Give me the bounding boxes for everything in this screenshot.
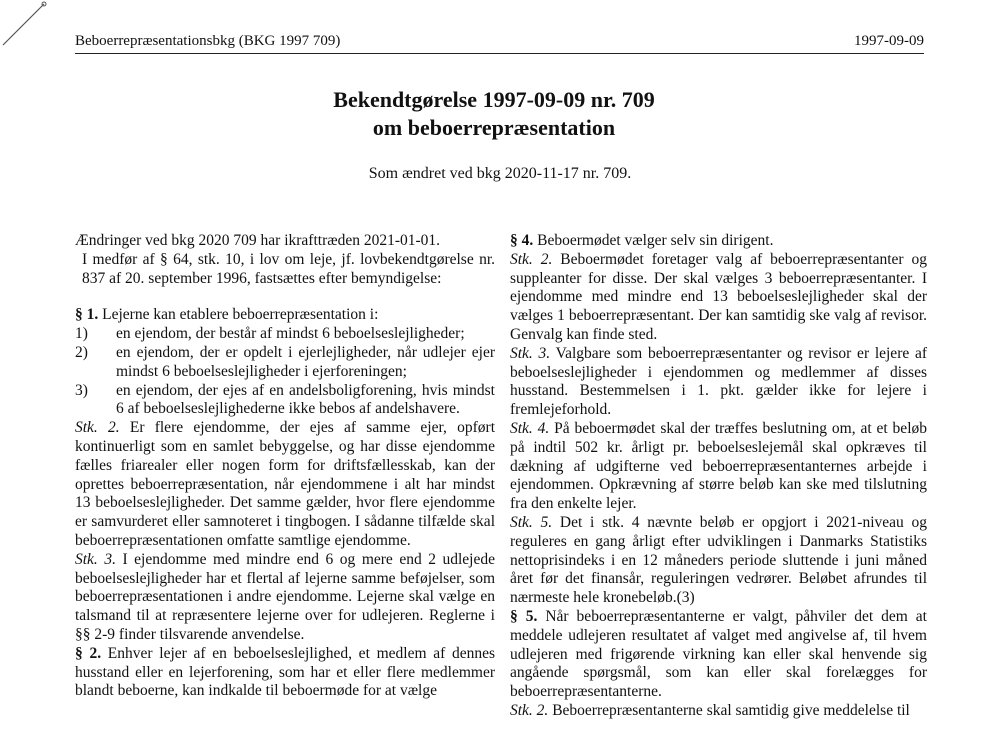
stk-text: Beboermødet foretager valg af beboerrepræsentanter og suppleanter for disse. Der skal vælges 3 beboerrepræsentanter. I ejendomme med mindre end 13 beboelseslejligheder skal der vælges 1 beboerrepræsentant. Der kan samtidig ske valg af revisor. Genvalg kan finde sted. bbox=[510, 250, 927, 343]
section-1-text: Lejerne kan etablere beboerrepræsentation i: bbox=[98, 306, 379, 324]
left-column bbox=[75, 232, 495, 701]
stk-label: Stk. 5. bbox=[510, 513, 553, 531]
document-subtitle-title: om beboerrepræsentation bbox=[372, 115, 616, 140]
section-5-number: § 5. bbox=[510, 607, 538, 625]
stk-label: Stk. 3. bbox=[75, 550, 116, 568]
stk-label: Stk. 4. bbox=[510, 419, 550, 437]
section-1-subsection-3 bbox=[75, 551, 495, 645]
section-5-subsection-2 bbox=[510, 702, 927, 721]
header-date: 1997-09-09 bbox=[854, 33, 924, 49]
section-1-number: § 1. bbox=[75, 306, 99, 324]
section-4-subsection-2 bbox=[510, 251, 927, 345]
section-5-text: Når beboerrepræsentanterne er valgt, påhviler det dem at meddele udlejeren resultatet af valget med angivelse af, til hvem udlejeren med frigørende virkning kan eller skal henvende sig angående spørgsmål, som kan eller skal forelægges for beboerrepræsentanterne. bbox=[510, 607, 927, 701]
list-item bbox=[75, 382, 495, 420]
list-item-number: 2) bbox=[75, 343, 88, 361]
stk-label: Stk. 3. bbox=[510, 344, 551, 362]
section-2-number: § 2. bbox=[75, 644, 102, 662]
running-header bbox=[75, 33, 924, 54]
list-item bbox=[75, 344, 495, 382]
amendment-note: Som ændret ved bkg 2020-11-17 nr. 709. bbox=[368, 165, 632, 182]
amendment-effective-note: Ændringer ved bkg 2020 709 har ikrafttræden 2021-01-01. bbox=[75, 232, 441, 249]
stk-text: I ejendomme med mindre end 6 og mere end 2 udlejede beboelseslejligheder har et flertal af lejerne samme beføjelser, som beboerrepræsentationen i andre ejendomme. Lejerne skal vælge en talsmand til at repræsentere lejerne over for udlejeren. Reglerne i §§ 2-9 finder tilsvarende anvendelse. bbox=[75, 550, 495, 643]
section-4-text: Beboermødet vælger selv sin dirigent. bbox=[533, 232, 774, 249]
section-1 bbox=[75, 306, 495, 325]
stk-text: Valgbare som beboerrepræsentanter og revisor er lejere af beboelseslejligheder i ejendommen og medlemmer af disses husstand. Bestemmelsen i 1. pkt. gælder ikke for lejere i fremlejeforhold. bbox=[510, 344, 927, 419]
section-4-subsection-4 bbox=[510, 420, 927, 514]
stk-label: Stk. 2. bbox=[510, 701, 549, 719]
header-document-name: Beboerrepræsentationsbkg (BKG 1997 709) bbox=[75, 33, 341, 49]
section-4-number: § 4. bbox=[510, 232, 534, 249]
pen-stroke-mark bbox=[0, 0, 60, 60]
stk-text: Det i stk. 4 nævnte beløb er opgjort i 2021-niveau og reguleres en gang årligt efter udviklingen i Danmarks Statistiks nettoprisindeks i en 12 måneders periode sluttende i juni måned året før det finansår, reguleringen vedrører. Beløbet afrundes til nærmeste hele kronebeløb.(3) bbox=[510, 513, 928, 607]
section-4-subsection-5 bbox=[510, 514, 927, 608]
list-item-text: en ejendom, der består af mindst 6 beboelseslejligheder; bbox=[116, 325, 465, 343]
stk-label: Stk. 2. bbox=[510, 250, 553, 268]
list-item bbox=[75, 325, 495, 344]
section-4 bbox=[510, 232, 927, 251]
list-item-number: 3) bbox=[75, 381, 88, 399]
section-2 bbox=[75, 645, 495, 701]
list-item-text: en ejendom, der er opdelt i ejerlejligheder, når udlejer ejer mindst 6 beboelseslejligheder i ejerforeningen; bbox=[116, 343, 495, 380]
document-title: Bekendtgørelse 1997-09-09 nr. 709 bbox=[333, 87, 655, 112]
list-item-number: 1) bbox=[75, 325, 88, 343]
stk-text: Er flere ejendomme, der ejes af samme ejer, opført kontinuerligt som en samlet bebyggelse, og har disse ejendomme fælles friarealer eller nogen form for driftsfællesskab, kan der oprettes beboerrepræsentation, når ejendommene i alt har mindst 13 beboelseslejligheder. Det samme gælder, hvor flere ejendomme er samvurderet eller samnoteret i tingbogen. I sådanne tilfælde skal beboerrepræsentationen omfatte samtlige ejendomme. bbox=[75, 419, 495, 549]
right-column bbox=[510, 232, 927, 721]
section-1-subsection-2 bbox=[75, 419, 495, 551]
stk-label: Stk. 2. bbox=[75, 419, 120, 437]
enabling-clause: I medfør af § 64, stk. 10, i lov om leje, jf. lovbekendtgørelse nr. 837 af 20. september 1996, fastsættes efter bemyndigelse: bbox=[82, 250, 495, 287]
section-4-subsection-3 bbox=[510, 345, 927, 420]
stk-text: På beboermødet skal der træffes beslutning om, at et beløb på indtil 502 kr. årligt pr. beboelseslejemål skal opkræves til dækning af udgifterne ved beboerrepræsentanternes arbejde i ejendommen. Opkrævning af større beløb kan ske med tilslutning fra den enkelte lejer. bbox=[510, 419, 927, 513]
stk-text: Beboerrepræsentanterne skal samtidig give meddelelse til bbox=[548, 701, 910, 719]
list-item-text: en ejendom, der ejes af en andelsboligforening, hvis mindst 6 af beboelseslejlighederne ikke bebos af andelshavere. bbox=[116, 381, 495, 418]
section-2-text: Enhver lejer af en beboelseslejlighed, et medlem af dennes husstand eller en lejerforening, som har et eller flere medlemmer blandt beboerne, kan indkalde til beboermøde for at vælge bbox=[75, 644, 496, 700]
section-5 bbox=[510, 608, 927, 702]
